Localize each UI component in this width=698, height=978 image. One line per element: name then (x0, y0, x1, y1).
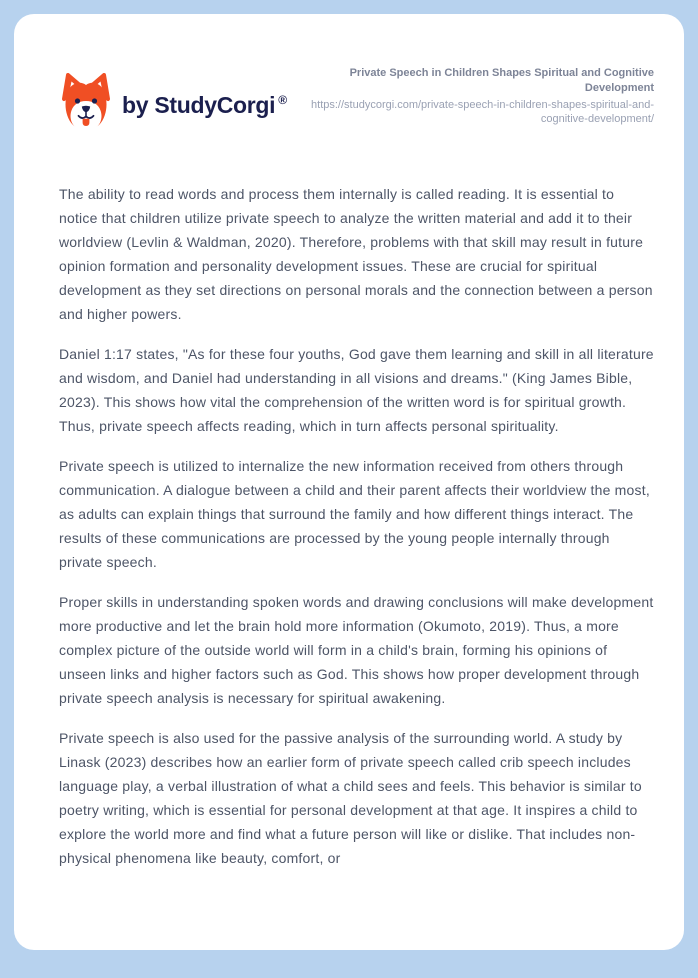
paragraph-2: Daniel 1:17 states, "As for these four youths, God gave them learning and skill in all literature and wisdom, and Daniel had understanding in all visions and dreams." (King James Bible, 2023). This shows how vital the comprehension of the written word is for spiritual growth. Thus, private speech affects reading, which in turn affects personal spirituality. (59, 346, 654, 434)
paragraph-3: Private speech is utilized to internalize the new information received from others through communication. A dialogue between a child and their parent affects their worldview the most, as adults can explain things that surround the family and how different things interact. The results of these communications are processed by the young people internally through private speech. (59, 458, 650, 570)
paragraph-5: Private speech is also used for the passive analysis of the surrounding world. A study by Linask (2023) describes how an earlier form of private speech called crib speech includes language play, a verbal illustration of what a child sees and feels. This behavior is similar to poetry writing, which is essential for personal development at that age. It inspires a child to explore the world more and find what a future person will like or dislike. That includes non-physical phenomena like beauty, comfort, or (59, 730, 642, 866)
document-url[interactable]: https://studycorgi.com/private-speech-in-children-shapes-spiritual-and-cognitive-development/ (311, 99, 654, 125)
brand-wordmark (122, 92, 287, 119)
corgi-face-icon (59, 72, 113, 132)
essay-body (59, 182, 654, 870)
brand-text: by StudyCorgi (122, 92, 276, 118)
document-card (14, 14, 684, 950)
document-title: Private Speech in Children Shapes Spiritual and Cognitive Development (349, 67, 654, 94)
document-header (59, 67, 654, 132)
registered-trademark-mark: ® (278, 93, 288, 107)
paragraph-4: Proper skills in understanding spoken words and drawing conclusions will make development more productive and let the brain hold more information (Okumoto, 2019). Thus, a more complex picture of the outside world will form in a child's brain, forming his opinions of unseen links and higher factors such as God. This shows how proper development through private speech analysis is necessary for spiritual awakening. (59, 594, 654, 706)
document-meta (302, 66, 654, 126)
paragraph-1: The ability to read words and process them internally is called reading. It is essential to notice that children utilize private speech to analyze the written material and add it to their worldview (Levlin & Waldman, 2020). Therefore, problems with that skill may result in future opinion formation and personality development issues. These are crucial for spiritual development as they set directions on personal morals and the connection between a person and higher powers. (59, 186, 653, 322)
brand-logo (59, 72, 287, 132)
